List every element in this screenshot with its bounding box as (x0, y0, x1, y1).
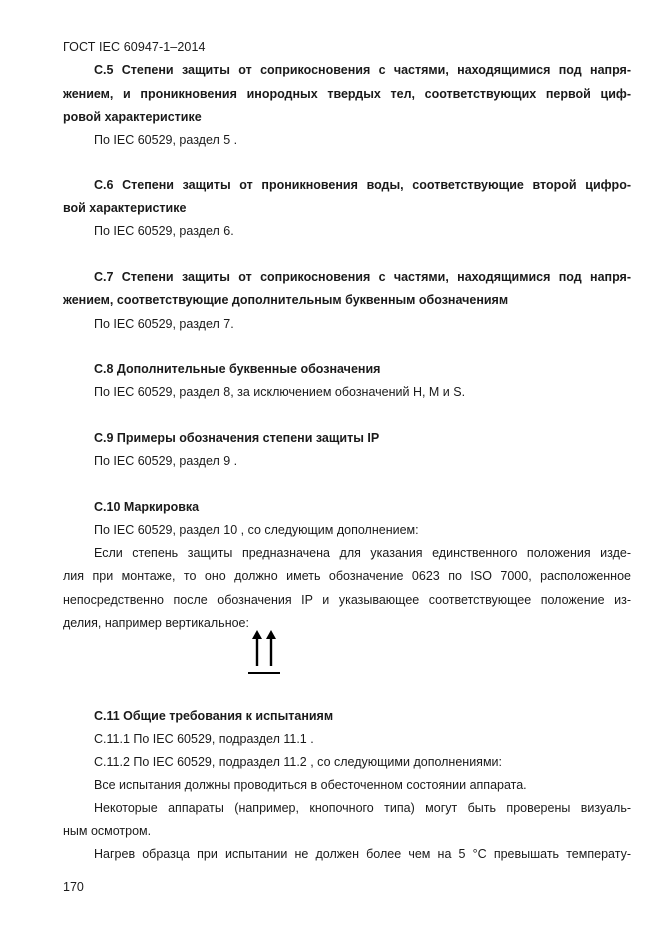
section-c9-body: По IEC 60529, раздел 9 . (94, 454, 238, 468)
section-c10-body-line-4: непосредственно после обозначения IP и указывающее соответствующее положение из- (63, 593, 631, 607)
section-c10-body-line-1: По IEC 60529, раздел 10 , со следующим дополнением: (94, 523, 419, 537)
section-c11-body-line-4: Некоторые аппараты (например, кнопочного типа) могут быть проверены визуаль- (94, 801, 631, 815)
section-c11-body-line-1: C.11.1 По IEC 60529, подраздел 11.1 . (94, 732, 314, 746)
section-c11-body-line-3: Все испытания должны проводиться в обесточенном состоянии аппарата. (94, 778, 527, 792)
section-c7-heading-line-1: C.7 Степени защиты от соприкосновения с частями, находящимися под напря- (94, 270, 631, 284)
section-c9-heading: C.9 Примеры обозначения степени защиты IP (94, 431, 380, 445)
section-c8-body: По IEC 60529, раздел 8, за исключением обозначений H, M и S. (94, 385, 466, 399)
section-c11-body-line-5: ным осмотром. (63, 824, 152, 838)
section-c5-heading-line-2: жением, и проникновения инородных твердых тел, соответствующих первой циф- (63, 87, 631, 101)
section-c6-heading-line-2: вой характеристике (63, 201, 187, 215)
section-c11-body-line-6: Нагрев образца при испытании не должен более чем на 5 °C превышать температу- (94, 847, 631, 861)
section-c10-heading: C.10 Маркировка (94, 500, 200, 514)
section-c5-heading-line-3: ровой характеристике (63, 110, 202, 124)
this-way-up-symbol-icon (246, 630, 282, 676)
section-c7-body: По IEC 60529, раздел 7. (94, 317, 234, 331)
section-c10-body-line-5: делия, например вертикальное: (63, 616, 249, 630)
section-c10-body-line-2: Если степень защиты предназначена для указания единственного положения изде- (94, 546, 631, 560)
document-header: ГОСТ IEC 60947-1–2014 (63, 40, 206, 54)
section-c6-body: По IEC 60529, раздел 6. (94, 224, 234, 238)
section-c11-body-line-2: C.11.2 По IEC 60529, подраздел 11.2 , со следующими дополнениями: (94, 755, 502, 769)
left-arrow-head (252, 630, 262, 639)
section-c7-heading-line-2: жением, соответствующие дополнительным буквенным обозначениям (63, 293, 509, 307)
section-c6-heading-line-1: C.6 Степени защиты от проникновения воды, соответствующие второй цифро- (94, 178, 631, 192)
page-number: 170 (63, 880, 84, 894)
section-c5-heading-line-1: C.5 Степени защиты от соприкосновения с частями, находящимися под напря- (94, 63, 631, 77)
right-arrow-head (266, 630, 276, 639)
section-c8-heading: C.8 Дополнительные буквенные обозначения (94, 362, 381, 376)
section-c5-body: По IEC 60529, раздел 5 . (94, 133, 238, 147)
section-c11-heading: C.11 Общие требования к испытаниям (94, 709, 334, 723)
section-c10-body-line-3: лия при монтаже, то оно должно иметь обозначение 0623 по ISO 7000, расположенное (63, 569, 631, 583)
